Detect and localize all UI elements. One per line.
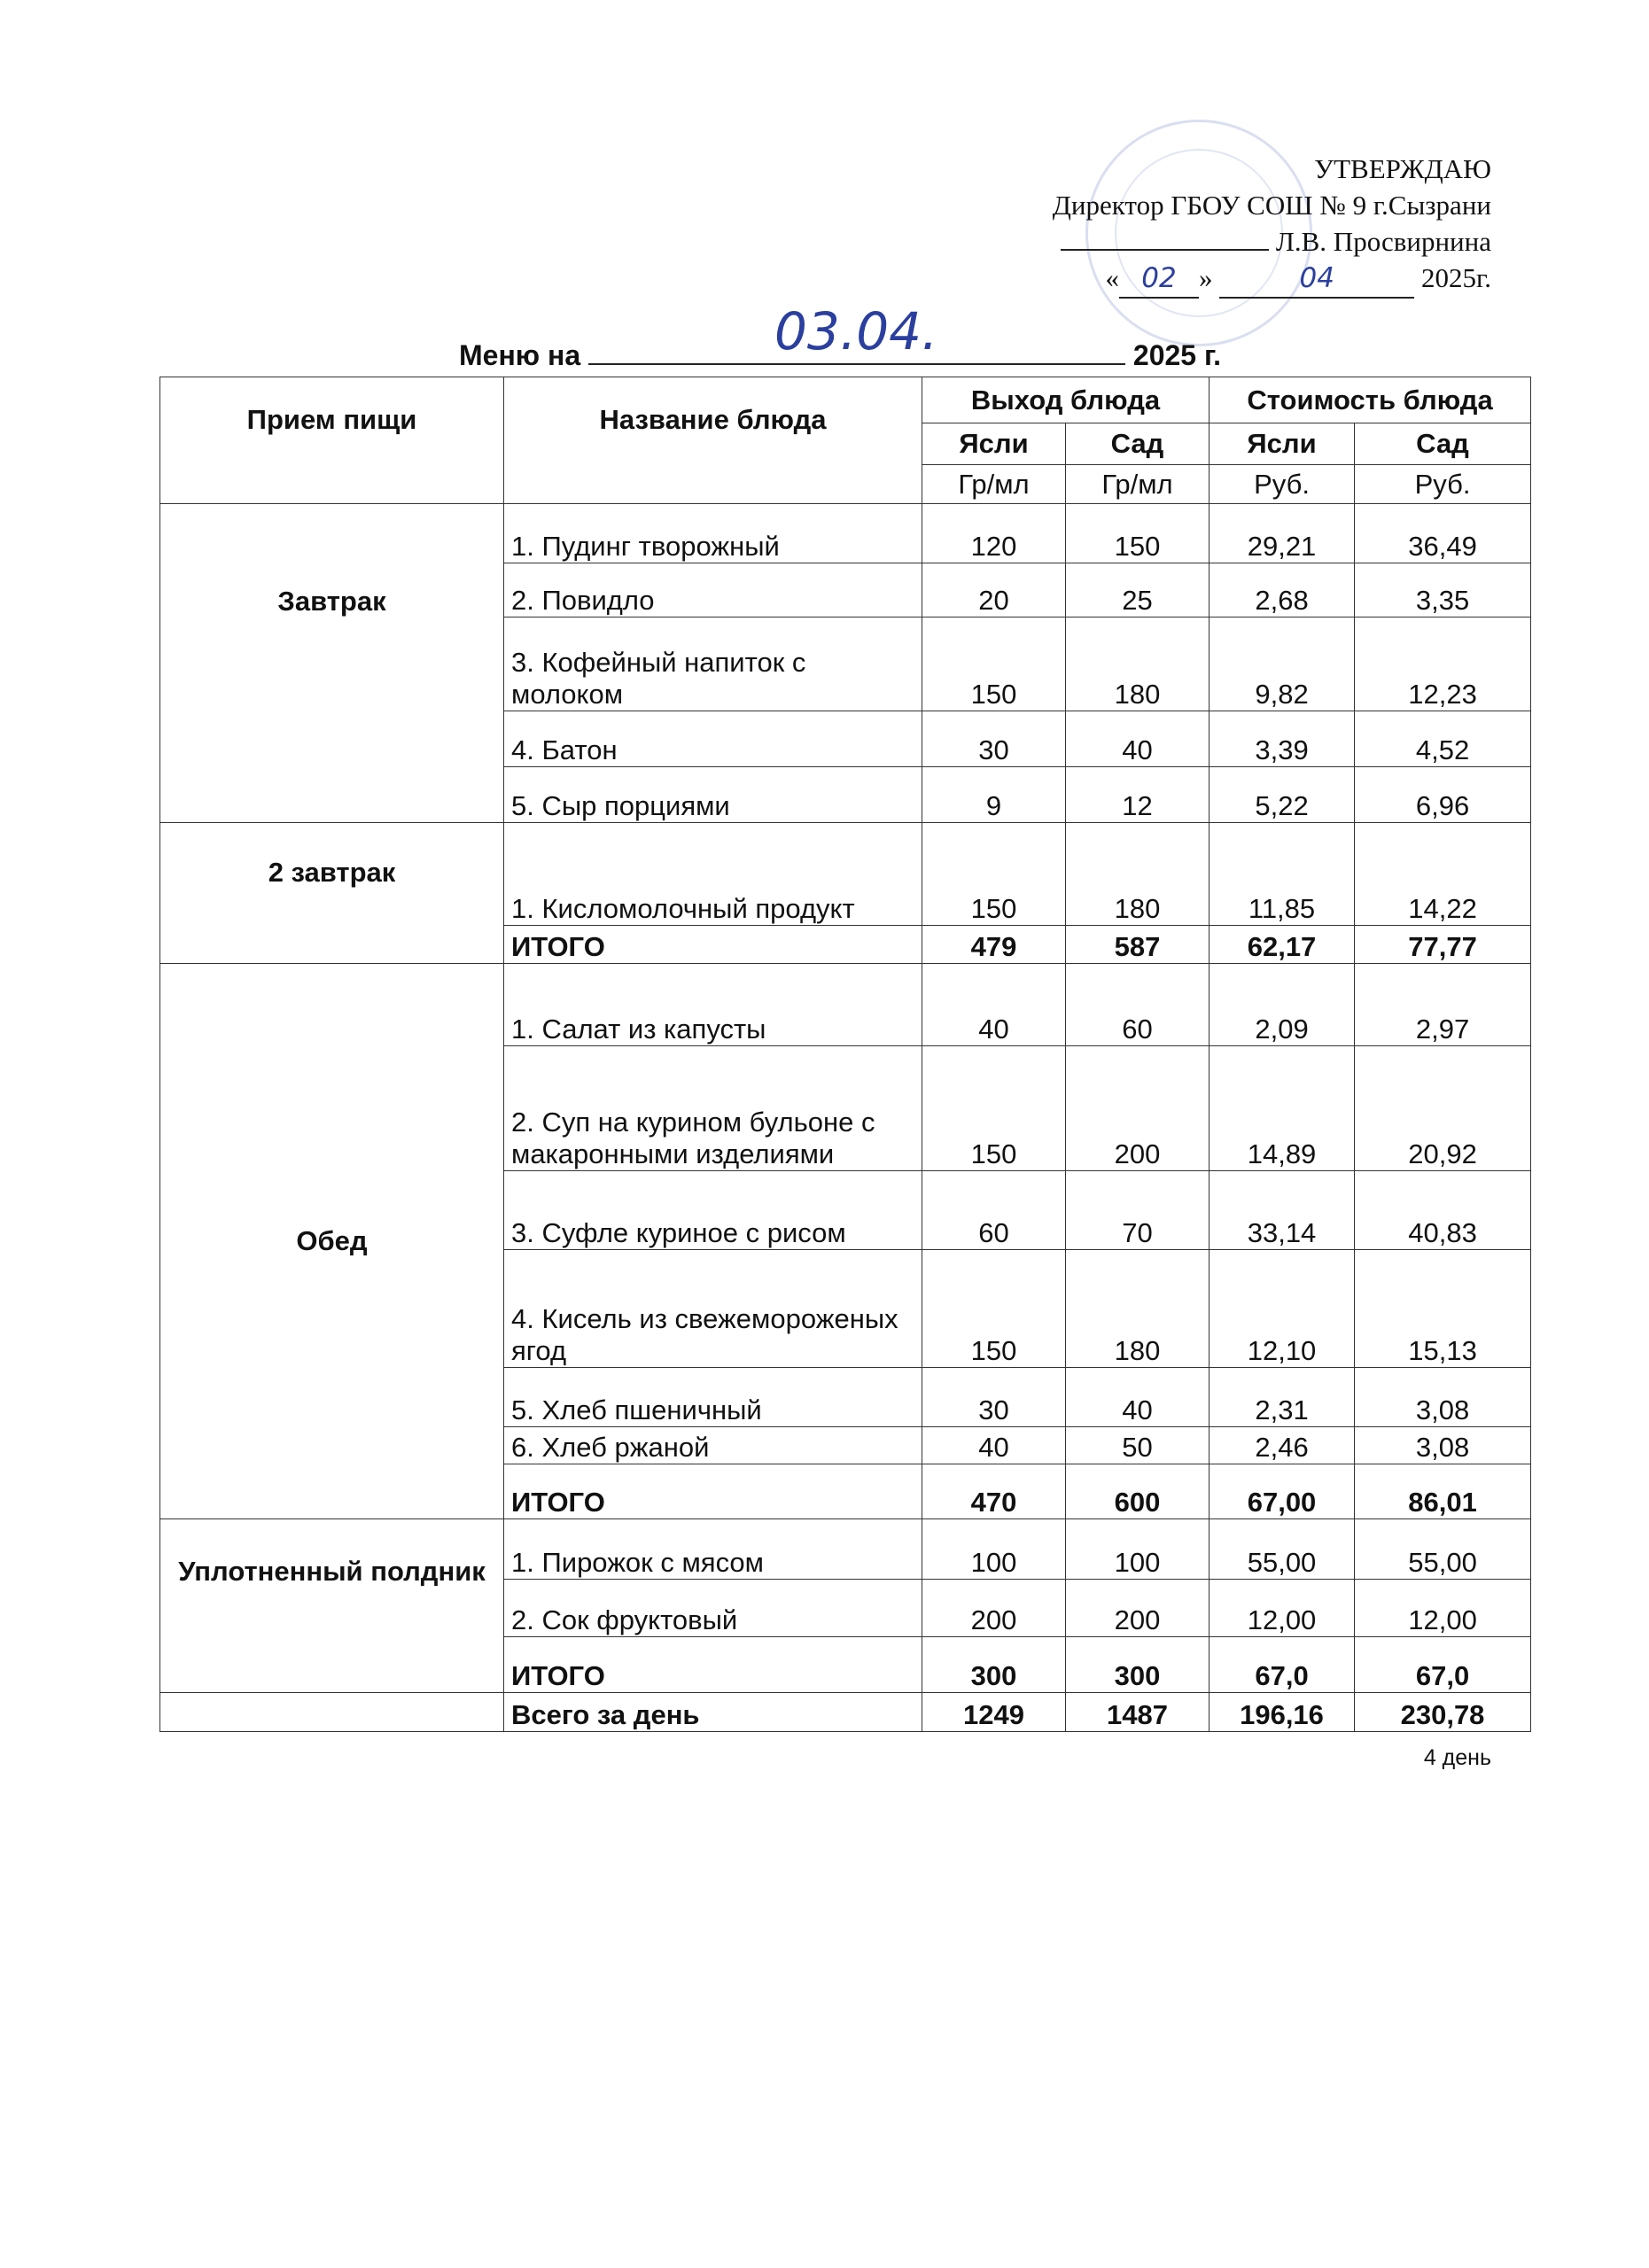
cell-value: 12,10 <box>1210 1250 1355 1368</box>
cell-value: 30 <box>922 1368 1066 1427</box>
total-label: ИТОГО <box>504 1464 922 1519</box>
header-sub: Сад <box>1355 423 1531 465</box>
meal-snack: Уплотненный полдник <box>160 1519 504 1693</box>
cell-value: 55,00 <box>1355 1519 1531 1580</box>
cell-value: 12,00 <box>1210 1580 1355 1637</box>
cell-value: 12 <box>1066 767 1210 823</box>
total-label: ИТОГО <box>504 926 922 964</box>
total-value: 86,01 <box>1355 1464 1531 1519</box>
dish-name: 3. Кофейный напиток с молоком <box>504 617 922 711</box>
cell-value: 2,97 <box>1355 964 1531 1046</box>
dish-name: 6. Хлеб ржаной <box>504 1427 922 1464</box>
cell-value: 2,46 <box>1210 1427 1355 1464</box>
day-total-value: 1249 <box>922 1693 1066 1732</box>
cell-value: 11,85 <box>1210 823 1355 926</box>
total-label: ИТОГО <box>504 1637 922 1693</box>
total-value: 300 <box>1066 1637 1210 1693</box>
cell-value: 5,22 <box>1210 767 1355 823</box>
header-sub: Ясли <box>922 423 1066 465</box>
total-value: 479 <box>922 926 1066 964</box>
total-value: 67,0 <box>1355 1637 1531 1693</box>
dish-name: 1. Кисломолочный продукт <box>504 823 922 926</box>
cell-value: 200 <box>1066 1046 1210 1171</box>
header-unit: Руб. <box>1355 465 1531 504</box>
cell-value: 40 <box>1066 1368 1210 1427</box>
total-value: 300 <box>922 1637 1066 1693</box>
total-value: 62,17 <box>1210 926 1355 964</box>
dish-name: 2. Сок фруктовый <box>504 1580 922 1637</box>
dish-name: 5. Сыр порциями <box>504 767 922 823</box>
total-value: 67,00 <box>1210 1464 1355 1519</box>
signature-blank <box>1061 249 1269 251</box>
approval-block <box>1053 151 1491 299</box>
cell-value: 2,68 <box>1210 563 1355 617</box>
meal-breakfast-2: 2 завтрак <box>160 823 504 964</box>
cell-value: 20 <box>922 563 1066 617</box>
signature-line <box>1053 223 1491 260</box>
total-value: 470 <box>922 1464 1066 1519</box>
cell-value: 150 <box>1066 504 1210 563</box>
cell-value: 25 <box>1066 563 1210 617</box>
cell-value: 3,08 <box>1355 1368 1531 1427</box>
cell-value: 15,13 <box>1355 1250 1531 1368</box>
approval-date: « 02 » 04 2025г. <box>1053 260 1491 299</box>
cell-value: 20,92 <box>1355 1046 1531 1171</box>
dish-name: 1. Пудинг творожный <box>504 504 922 563</box>
dish-name: 1. Пирожок с мясом <box>504 1519 922 1580</box>
day-total-label: Всего за день <box>504 1693 922 1732</box>
cell-value: 180 <box>1066 823 1210 926</box>
cell-value: 150 <box>922 1250 1066 1368</box>
cell-value: 6,96 <box>1355 767 1531 823</box>
cell-value: 3,39 <box>1210 711 1355 767</box>
cell-value: 9,82 <box>1210 617 1355 711</box>
meal-lunch: Обед <box>160 964 504 1519</box>
cell-value: 40,83 <box>1355 1171 1531 1250</box>
cell-value: 150 <box>922 1046 1066 1171</box>
cell-value: 70 <box>1066 1171 1210 1250</box>
cell-value: 12,23 <box>1355 617 1531 711</box>
cell-value: 200 <box>1066 1580 1210 1637</box>
cell-value: 4,52 <box>1355 711 1531 767</box>
approval-month: 04 <box>1219 260 1414 299</box>
cell-value: 29,21 <box>1210 504 1355 563</box>
menu-date: 03.04. <box>774 301 938 361</box>
cell-value: 12,00 <box>1355 1580 1531 1637</box>
cell-value: 40 <box>922 1427 1066 1464</box>
dish-name: 3. Суфле куриное с рисом <box>504 1171 922 1250</box>
cell-value: 150 <box>922 617 1066 711</box>
total-value: 77,77 <box>1355 926 1531 964</box>
day-total-value: 230,78 <box>1355 1693 1531 1732</box>
cell-value: 3,35 <box>1355 563 1531 617</box>
approve-heading: УТВЕРЖДАЮ <box>1314 153 1491 184</box>
dish-name: 4. Батон <box>504 711 922 767</box>
cell-value: 9 <box>922 767 1066 823</box>
page-title: Меню на 03.04. 2025 г. <box>459 301 1221 371</box>
meal-breakfast: Завтрак <box>160 504 504 823</box>
header-unit: Гр/мл <box>1066 465 1210 504</box>
cell-value: 55,00 <box>1210 1519 1355 1580</box>
cell-value: 36,49 <box>1355 504 1531 563</box>
empty-cell <box>160 1693 504 1732</box>
cell-value: 60 <box>922 1171 1066 1250</box>
cell-value: 100 <box>922 1519 1066 1580</box>
dish-name: 2. Суп на курином бульоне с макаронными изделиями <box>504 1046 922 1171</box>
cell-value: 100 <box>1066 1519 1210 1580</box>
cell-value: 14,22 <box>1355 823 1531 926</box>
day-total-value: 196,16 <box>1210 1693 1355 1732</box>
approval-year: 2025г. <box>1421 262 1491 293</box>
cell-value: 2,31 <box>1210 1368 1355 1427</box>
approval-day: 02 <box>1119 260 1199 299</box>
cell-value: 14,89 <box>1210 1046 1355 1171</box>
header-unit: Гр/мл <box>922 465 1066 504</box>
dish-name: 1. Салат из капусты <box>504 964 922 1046</box>
header-meal: Прием пищи <box>160 377 504 504</box>
menu-table <box>159 377 1531 1732</box>
dish-name: 2. Повидло <box>504 563 922 617</box>
cell-value: 180 <box>1066 1250 1210 1368</box>
cell-value: 200 <box>922 1580 1066 1637</box>
signer-name: Л.В. Просвирнина <box>1275 226 1491 257</box>
header-output: Выход блюда <box>922 377 1210 423</box>
cell-value: 33,14 <box>1210 1171 1355 1250</box>
header-cost: Стоимость блюда <box>1210 377 1531 423</box>
cell-value: 40 <box>922 964 1066 1046</box>
total-value: 600 <box>1066 1464 1210 1519</box>
header-sub: Ясли <box>1210 423 1355 465</box>
header-sub: Сад <box>1066 423 1210 465</box>
cell-value: 40 <box>1066 711 1210 767</box>
header-dish: Название блюда <box>504 377 922 504</box>
cell-value: 30 <box>922 711 1066 767</box>
cell-value: 60 <box>1066 964 1210 1046</box>
cell-value: 3,08 <box>1355 1427 1531 1464</box>
cell-value: 180 <box>1066 617 1210 711</box>
day-number: 4 день <box>1423 1745 1491 1770</box>
director-position: Директор ГБОУ СОШ № 9 г.Сызрани <box>1052 190 1491 221</box>
total-value: 67,0 <box>1210 1637 1355 1693</box>
header-unit: Руб. <box>1210 465 1355 504</box>
day-total-value: 1487 <box>1066 1693 1210 1732</box>
total-value: 587 <box>1066 926 1210 964</box>
dish-name: 5. Хлеб пшеничный <box>504 1368 922 1427</box>
dish-name: 4. Кисель из свежемороженых ягод <box>504 1250 922 1368</box>
cell-value: 50 <box>1066 1427 1210 1464</box>
cell-value: 2,09 <box>1210 964 1355 1046</box>
cell-value: 150 <box>922 823 1066 926</box>
cell-value: 120 <box>922 504 1066 563</box>
